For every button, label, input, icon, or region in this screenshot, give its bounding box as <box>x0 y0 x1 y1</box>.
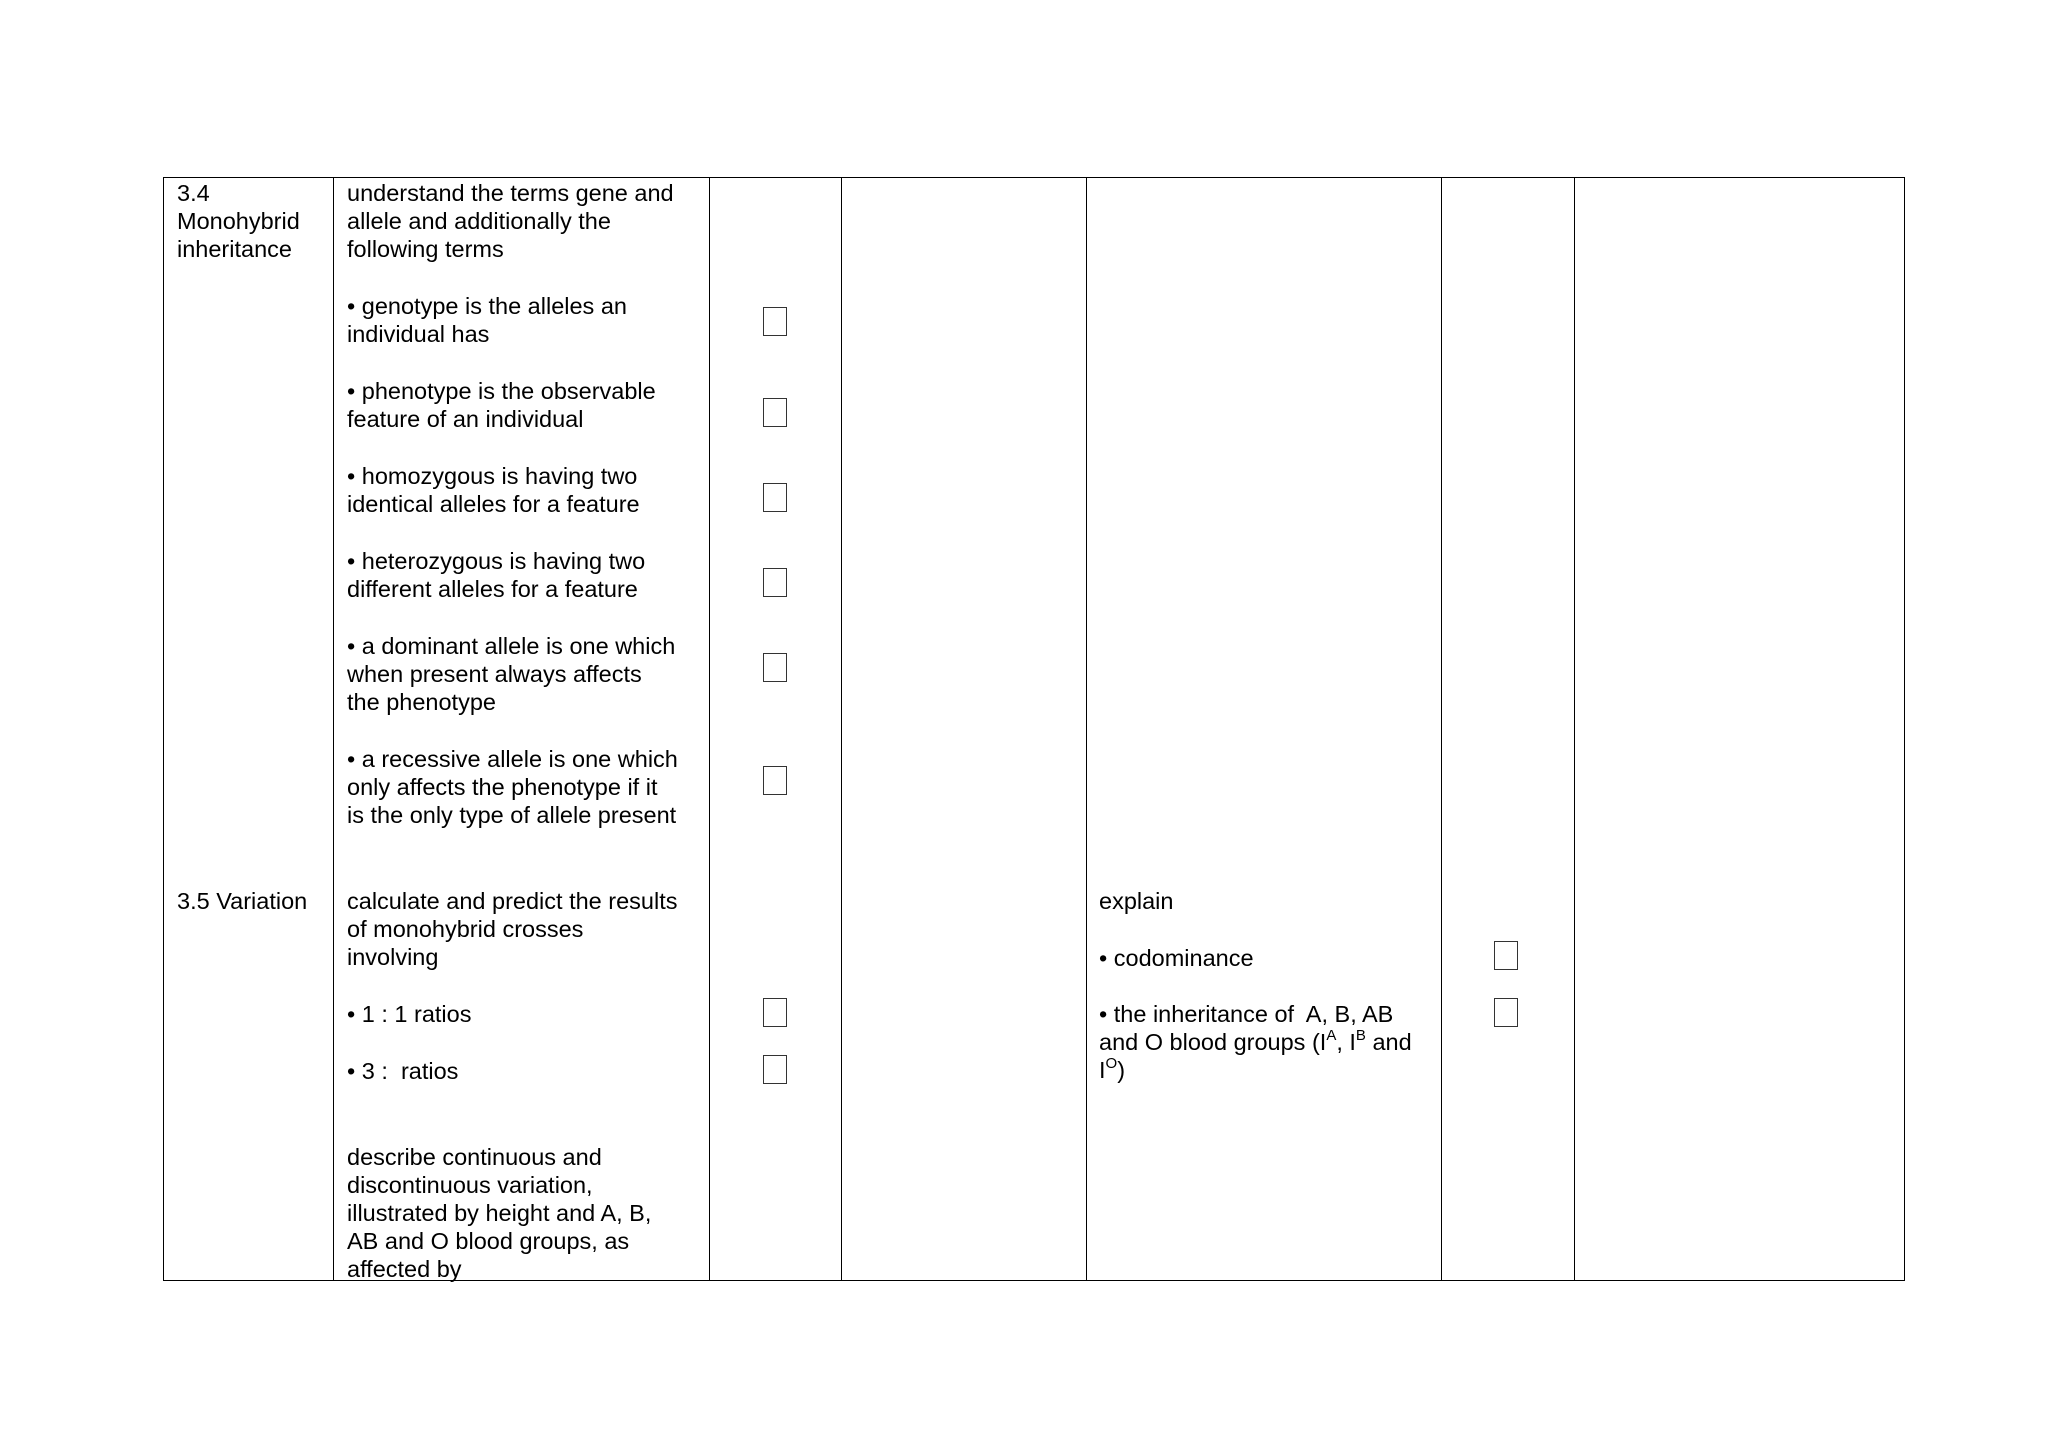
crosses-text: of monohybrid crosses <box>347 916 584 942</box>
term-dominant: when present always affects <box>347 661 642 687</box>
crosses-text: involving <box>347 944 439 970</box>
term-phenotype: feature of an individual <box>347 406 584 432</box>
column-divider <box>1574 177 1575 1281</box>
explain-item-codominance: • codominance <box>1099 945 1254 971</box>
term-homozygous: • homozygous is having two <box>347 463 638 489</box>
variation-text: describe continuous and <box>347 1144 602 1170</box>
term-heterozygous: different alleles for a feature <box>347 576 638 602</box>
crosses-text: calculate and predict the results <box>347 888 678 914</box>
checkbox[interactable] <box>763 398 787 427</box>
column-divider <box>1441 177 1442 1281</box>
checkbox[interactable] <box>763 653 787 682</box>
variation-text: illustrated by height and A, B, <box>347 1200 652 1226</box>
variation-text: affected by <box>347 1256 462 1282</box>
checkbox[interactable] <box>763 483 787 512</box>
checkbox[interactable] <box>763 998 787 1027</box>
column-divider <box>1086 177 1087 1281</box>
intro-text: allele and additionally the <box>347 208 611 234</box>
term-recessive: • a recessive allele is one which <box>347 746 678 772</box>
ratio-item: • 3 : ratios <box>347 1058 459 1084</box>
explain-item-blood-groups: and O blood groups ($I^A$, $I^B$ and <box>1099 1027 1412 1055</box>
term-genotype: individual has <box>347 321 490 347</box>
term-heterozygous: • heterozygous is having two <box>347 548 646 574</box>
term-dominant: • a dominant allele is one which <box>347 633 676 659</box>
term-phenotype: • phenotype is the observable <box>347 378 656 404</box>
variation-text: discontinuous variation, <box>347 1172 593 1198</box>
checkbox[interactable] <box>763 1055 787 1084</box>
checkbox[interactable] <box>1494 941 1518 970</box>
section-number: 3.4 <box>177 180 210 206</box>
term-dominant: the phenotype <box>347 689 496 715</box>
explain-heading: explain <box>1099 888 1174 914</box>
variation-text: AB and O blood groups, as <box>347 1228 630 1254</box>
section-title: 3.5 Variation <box>177 888 308 914</box>
intro-text: following terms <box>347 236 504 262</box>
intro-text: understand the terms gene and <box>347 180 674 206</box>
column-divider <box>841 177 842 1281</box>
term-recessive: only affects the phenotype if it <box>347 774 658 800</box>
term-recessive: is the only type of allele present <box>347 802 677 828</box>
term-genotype: • genotype is the alleles an <box>347 293 627 319</box>
term-homozygous: identical alleles for a feature <box>347 491 640 517</box>
explain-item-blood-groups: • the inheritance of A, B, AB <box>1099 1001 1394 1027</box>
checkbox[interactable] <box>763 766 787 795</box>
ratio-item: • 1 : 1 ratios <box>347 1001 472 1027</box>
column-divider <box>333 177 334 1281</box>
explain-item-blood-groups: $I^O$) <box>1099 1055 1126 1083</box>
checkbox[interactable] <box>763 307 787 336</box>
checkbox[interactable] <box>763 568 787 597</box>
checkbox[interactable] <box>1494 998 1518 1027</box>
section-title: Monohybrid <box>177 208 300 234</box>
section-title: inheritance <box>177 236 292 262</box>
column-divider <box>709 177 710 1281</box>
